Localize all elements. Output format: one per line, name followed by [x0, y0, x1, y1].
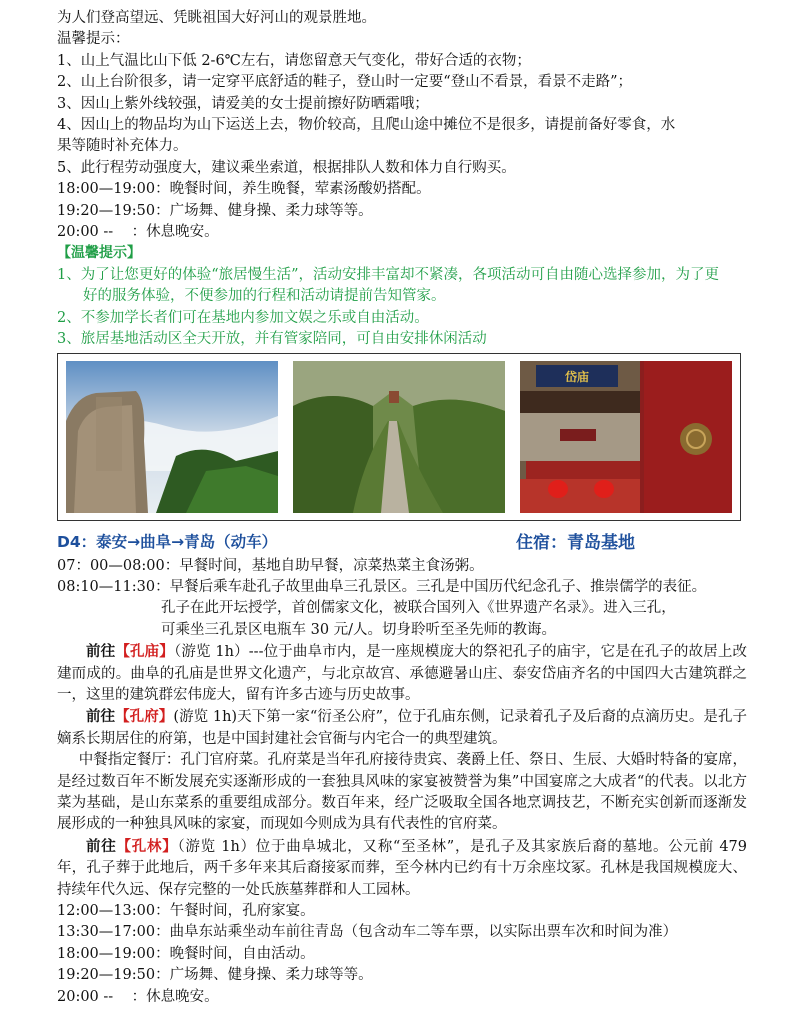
schedule-item-continued: 孔子在此开坛授学，首创儒家文化，被联合国列入《世界遗产名录》。进入三孔， — [161, 600, 676, 617]
evening-item: 19:20—19:50：广场舞、健身操、柔力球等等。 — [57, 202, 373, 219]
tips-title: 温馨提示： — [57, 31, 130, 48]
confucius-temple-paragraph — [57, 641, 747, 706]
confucius-forest-paragraph — [57, 836, 747, 901]
green-tip-item: 2、不参加学长者们可在基地内参加文娱之乐或自由活动。 — [57, 309, 429, 326]
tip-item: 4、因山上的物品均为山下运送上去，物价较高，且爬山途中摊位不是很多，请提前备好零食，水 — [57, 117, 676, 134]
afternoon-item: 12:00—13:00：午餐时间，孔府家宴。 — [57, 903, 315, 919]
confucius-mansion-name: 【孔府】 — [115, 708, 174, 726]
photo-mountain-inscription — [66, 361, 278, 513]
gate-plaque-text: 岱庙 — [564, 369, 590, 384]
afternoon-item: 13:30—17:00：曲阜东站乘坐动车前往青岛（包含动车二等车票，以实际出票车次和时间为准） — [57, 924, 678, 941]
schedule-item: 08:10—11:30：早餐后乘车赴孔子故里曲阜三孔景区。三孔是中国历代纪念孔子、推崇儒学的表征。 — [57, 578, 707, 595]
confucius-mansion-text: (游览 1h)天下第一家“衍圣公府”，位于孔庙东侧，记录着孔子及后裔的点滴历史。是孔子嫡系长期居住的府第，也是中国封建社会官衙与内宅合一的典型建筑。 — [57, 709, 748, 747]
go-to-label: 前往 — [86, 643, 116, 661]
day-header — [57, 526, 747, 556]
accommodation-label: 住宿：青岛基地 — [516, 533, 635, 553]
green-tip-item: 好的服务体验，不便参加的行程和活动请提前告知管家。 — [83, 288, 446, 305]
photo-dai-temple-gate — [520, 361, 732, 513]
tip-item: 3、因山上紫外线较强，请爱美的女士提前擦好防晒霜哦； — [57, 95, 429, 112]
green-tip-item: 3、旅居基地活动区全天开放，并有管家陪同，可自由安排休闲活动 — [57, 331, 487, 348]
schedule-item-continued: 可乘坐三孔景区电瓶车 30 元/人。切身聆听至圣先师的教诲。 — [161, 621, 557, 638]
afternoon-item: 18:00—19:00：晚餐时间，自由活动。 — [57, 945, 315, 962]
intro-line: 为人们登高望远、凭眺祖国大好河山的观景胜地。 — [57, 10, 376, 26]
schedule-item: 07：00—08:00：早餐时间，基地自助早餐，凉菜热菜主食汤粥。 — [57, 557, 484, 574]
go-to-label: 前往 — [86, 708, 116, 726]
evening-item: 20:00 -- ：休息晚安。 — [57, 224, 219, 241]
tip-item: 果等随时补充体力。 — [57, 138, 188, 155]
confucius-temple-name: 【孔庙】 — [115, 643, 174, 661]
tip-item: 1、山上气温比山下低 2-6℃左右，请您留意天气变化，带好合适的衣物； — [57, 52, 531, 69]
evening-item: 18:00—19:00：晚餐时间，养生晚餐，荤素汤酸奶搭配。 — [57, 181, 431, 198]
confucius-temple-text: （游览 1h）---位于曲阜市内，是一座规模庞大的祭祀孔子的庙宇，它是在孔子的故居上改建而成的。曲阜的孔庙是世界文化遗产，与北京故宫、承德避暑山庄、泰安岱庙齐名的中国四大古建筑群之一，这里的建筑群宏伟庞大，留有许多古迹与历史故事。 — [57, 644, 748, 703]
confucius-forest-text: （游览 1h）位于曲阜城北，又称“至圣林”，是孔子及其家族后裔的墓地。公元前 479 年，孔子葬于此地后，两千多年来其后裔接冢而葬，至今林内已约有十万余座坟冢。孔林是我国规模庞大、持续年代久远、保存完整的一处氏族墓葬群和人工园林。 — [57, 838, 748, 898]
tip-item: 2、山上台阶很多，请一定穿平底舒适的鞋子，登山时一定要“登山不看景，看景不走路”； — [57, 74, 633, 91]
itinerary-page — [57, 8, 747, 1008]
photo-strip — [57, 353, 741, 521]
confucius-forest-name: 【孔林】 — [116, 837, 178, 855]
day-title: D4：泰安→曲阜→青岛（动车） — [57, 532, 278, 551]
afternoon-item: 20:00 -- ：休息晚安。 — [57, 988, 219, 1005]
go-to-label: 前往 — [86, 837, 117, 855]
confucius-mansion-paragraph — [57, 706, 747, 750]
photo-mountain-stairway — [293, 361, 505, 513]
afternoon-item: 19:20—19:50：广场舞、健身操、柔力球等等。 — [57, 967, 373, 984]
tip-item: 5、此行程劳动强度大，建议乘坐索道，根据排队人数和体力自行购买。 — [57, 159, 516, 176]
lunch-paragraph: 中餐指定餐厅：孔门官府菜。孔府菜是当年孔府接待贵宾、袭爵上任、祭日、生辰、大婚时特备的宴席，是经过数百年不断发展充实逐渐形成的一套独具风味的家宴被赞誉为集”中国宴席之大成者“的代表。以北方菜为基础，是山东菜系的重要组成部分。数百年来，经广泛吸取全国各地烹调技艺，不断充实创新而逐渐发展形成的一种独具风味的家宴，而现如今则成为具有代表性的官府菜。 — [57, 752, 747, 833]
green-tip-item: 1、为了让您更好的体验“旅居慢生活”，活动安排丰富却不紧凑，各项活动可自由随心选择参加，为了更 — [57, 266, 720, 283]
green-tips-title: 【温馨提示】 — [57, 245, 141, 262]
